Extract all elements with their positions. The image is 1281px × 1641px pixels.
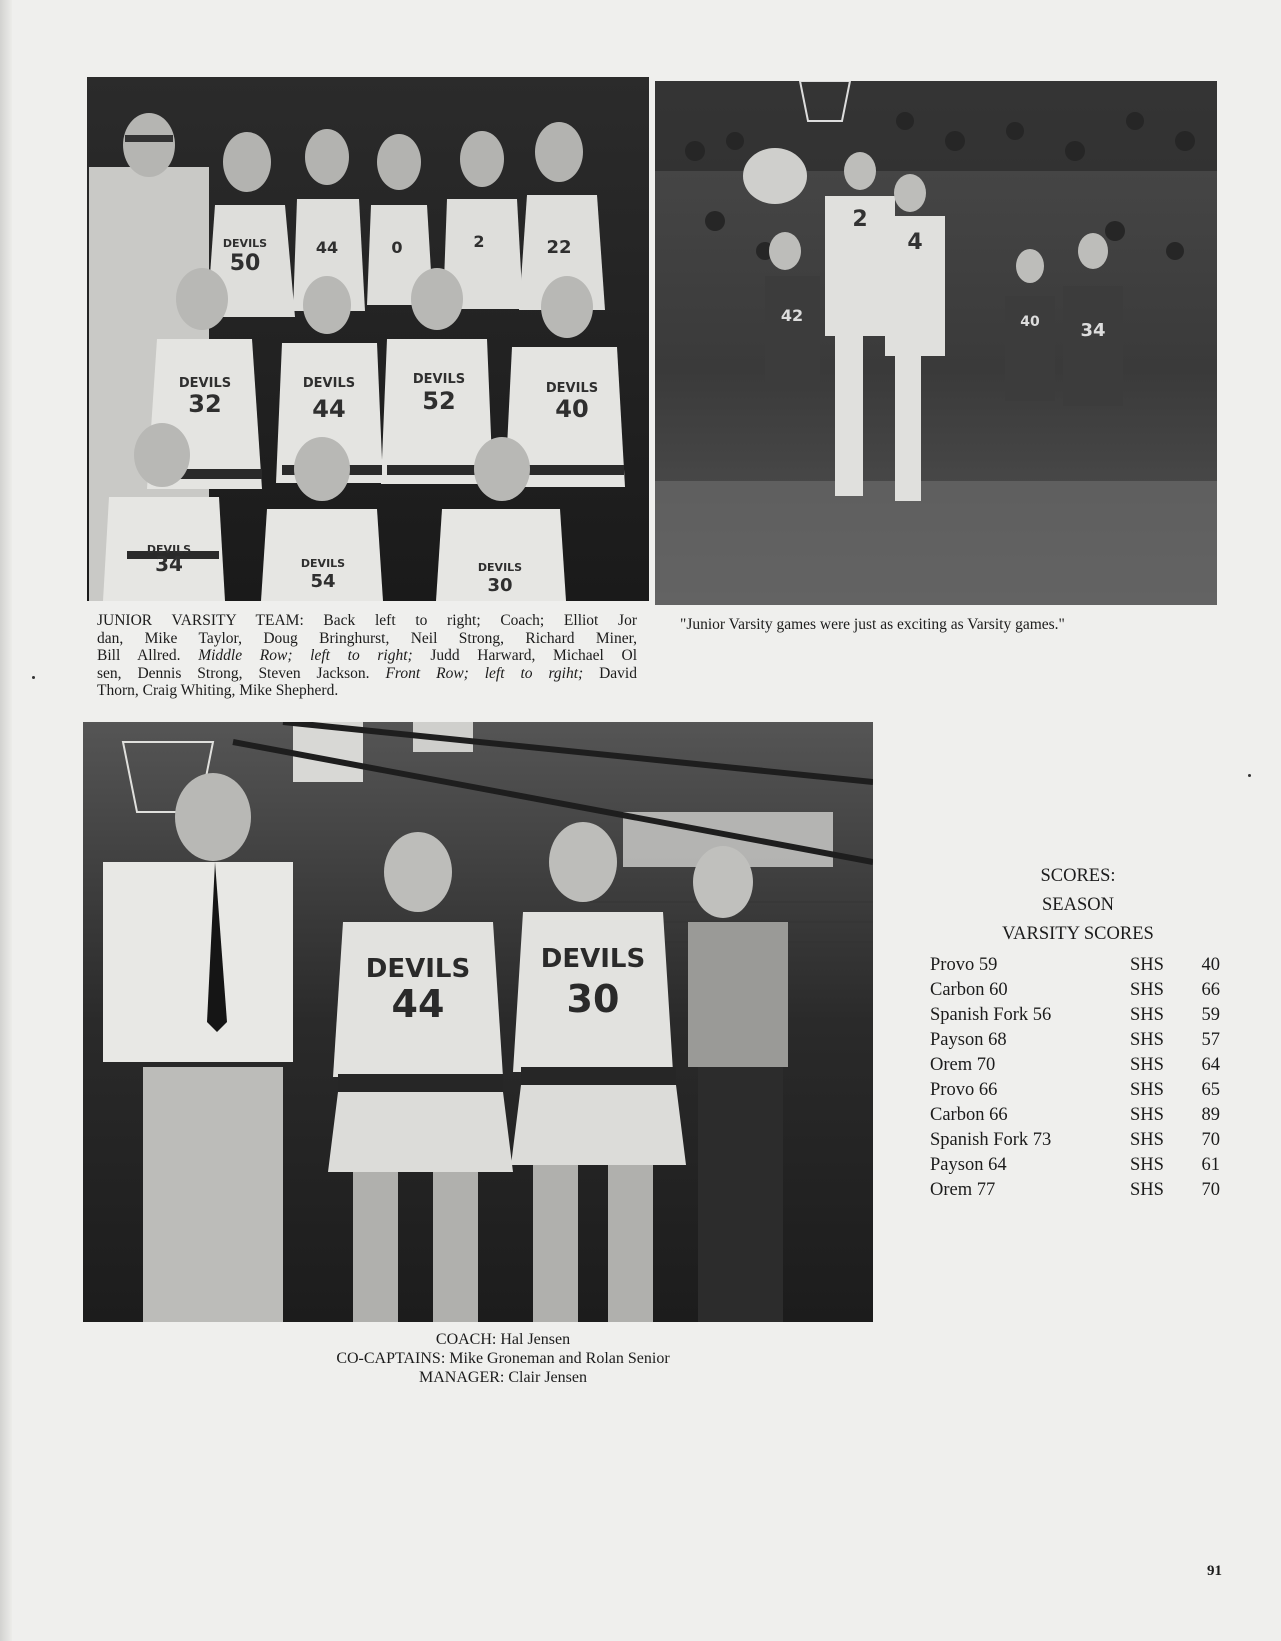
shs-label: SHS: [1130, 1130, 1164, 1150]
shs-score: 70: [1201, 1180, 1220, 1200]
jersey-number: 54: [310, 571, 336, 592]
caption-text: dan, Mike Taylor, Doug Bringhurst, Neil Strong, Richard Miner,: [97, 629, 637, 647]
shs-score: 59: [1201, 1005, 1220, 1025]
jersey-number: 30: [566, 977, 620, 1021]
caption-row-label: Middle Row; left to right;: [198, 647, 413, 664]
opponent-score: Carbon 60: [930, 980, 1008, 1000]
shs-label: SHS: [1130, 1105, 1164, 1125]
shs-label: SHS: [1130, 980, 1164, 1000]
shs-label: SHS: [1130, 1030, 1164, 1050]
jersey-number: 42: [780, 306, 804, 325]
jv-team-photo: [87, 77, 649, 601]
score-row: [930, 953, 1220, 978]
jersey-word: DEVILS: [146, 543, 192, 556]
jersey-number: 34: [155, 552, 183, 576]
jersey-number: 44: [312, 395, 346, 423]
opponent-score: Spanish Fork 73: [930, 1130, 1052, 1150]
caption-text: Bill Allred.: [97, 647, 199, 664]
print-speck: [1248, 774, 1251, 777]
scores-season-heading: SEASON: [1042, 895, 1114, 915]
jv-game-action-caption: "Junior Varsity games were just as exciting as Varsity games.": [680, 616, 1065, 633]
co-captains-line: CO-CAPTAINS: Mike Groneman and Rolan Senior: [336, 1350, 670, 1367]
caption-row-label: Front Row; left to rgiht;: [385, 664, 584, 682]
opponent-score: Orem 77: [930, 1180, 996, 1200]
scores-table: [930, 953, 1220, 1203]
opponent-score: Provo 66: [930, 1080, 998, 1100]
manager-line: MANAGER: Clair Jensen: [419, 1369, 587, 1386]
print-speck: [32, 676, 35, 679]
caption-line: [97, 612, 637, 630]
scores-varsity-heading: VARSITY SCORES: [1002, 924, 1154, 944]
shs-score: 57: [1201, 1030, 1220, 1050]
jersey-word: DEVILS: [300, 557, 346, 570]
jv-game-action-photo-graphic: [655, 81, 1217, 605]
jersey-number: 2: [852, 207, 868, 232]
shs-label: SHS: [1130, 1155, 1164, 1175]
score-row: [930, 1028, 1220, 1053]
jersey-number: 44: [315, 238, 339, 257]
score-row: [930, 1053, 1220, 1078]
caption-text: David: [583, 664, 637, 682]
opponent-score: Carbon 66: [930, 1105, 1008, 1125]
caption-line: [97, 665, 637, 683]
opponent-score: Payson 68: [930, 1030, 1007, 1050]
varsity-scores: [930, 862, 1220, 1203]
jersey-number: 40: [1020, 314, 1040, 330]
shs-score: 40: [1201, 955, 1220, 975]
jersey-word: DEVILS: [540, 944, 646, 974]
coach-captains-photo-graphic: [83, 722, 873, 1322]
jersey-word: DEVILS: [365, 954, 471, 984]
coach-captains-caption: [283, 1330, 723, 1387]
shs-label: SHS: [1130, 1080, 1164, 1100]
caption-line: [97, 630, 637, 648]
jersey-word: DEVILS: [222, 237, 268, 250]
opponent-score: Orem 70: [930, 1055, 996, 1075]
shs-label: SHS: [1130, 955, 1164, 975]
jv-team-caption: [97, 612, 637, 700]
opponent-score: Provo 59: [930, 955, 998, 975]
caption-text: sen, Dennis Strong, Steven Jackson.: [97, 664, 386, 682]
shs-label: SHS: [1130, 1055, 1164, 1075]
score-row: [930, 978, 1220, 1003]
score-row: [930, 1178, 1220, 1203]
shs-label: SHS: [1130, 1005, 1164, 1025]
score-row: [930, 1128, 1220, 1153]
scores-heading: SCORES:: [1040, 866, 1116, 886]
jersey-number: 32: [188, 390, 222, 418]
coach-line: COACH: Hal Jensen: [435, 1331, 571, 1348]
page-number: 91: [1207, 1563, 1222, 1579]
jersey-word: DEVILS: [302, 376, 356, 391]
jersey-number: 2: [473, 232, 485, 251]
jv-team-photo-graphic: [87, 77, 649, 601]
score-row: [930, 1078, 1220, 1103]
jersey-number: 22: [546, 237, 572, 258]
score-row: [930, 1003, 1220, 1028]
jersey-number: 50: [229, 251, 261, 276]
jersey-number: 40: [555, 395, 589, 423]
jersey-number: 4: [907, 230, 923, 255]
caption-text: JUNIOR VARSITY TEAM: Back left to right; Coach; Elliot Jor: [97, 612, 637, 629]
jersey-number: 30: [487, 575, 513, 596]
caption-line: [97, 682, 637, 700]
jersey-word: DEVILS: [477, 561, 523, 574]
jersey-number: 0: [391, 238, 403, 257]
shs-score: 64: [1201, 1055, 1220, 1075]
jersey-number: 34: [1080, 320, 1106, 341]
page-binding-edge: [0, 0, 12, 1641]
shs-score: 70: [1201, 1130, 1220, 1150]
jv-game-action-photo: [655, 81, 1217, 605]
caption-text: Thorn, Craig Whiting, Mike Shepherd.: [97, 682, 339, 699]
opponent-score: Payson 64: [930, 1155, 1007, 1175]
shs-score: 61: [1201, 1155, 1220, 1175]
shs-score: 66: [1201, 980, 1220, 1000]
shs-score: 65: [1201, 1080, 1220, 1100]
jersey-number: 52: [422, 387, 456, 415]
jersey-word: DEVILS: [412, 372, 466, 387]
shs-label: SHS: [1130, 1180, 1164, 1200]
caption-line: [97, 647, 637, 665]
score-row: [930, 1103, 1220, 1128]
caption-text: Judd Harward, Michael Ol: [412, 647, 637, 664]
jersey-word: DEVILS: [545, 381, 599, 396]
jersey-word: DEVILS: [178, 376, 232, 391]
jersey-number: 44: [391, 982, 445, 1026]
coach-captains-photo: [83, 722, 873, 1322]
score-row: [930, 1153, 1220, 1178]
shs-score: 89: [1201, 1105, 1220, 1125]
opponent-score: Spanish Fork 56: [930, 1005, 1052, 1025]
